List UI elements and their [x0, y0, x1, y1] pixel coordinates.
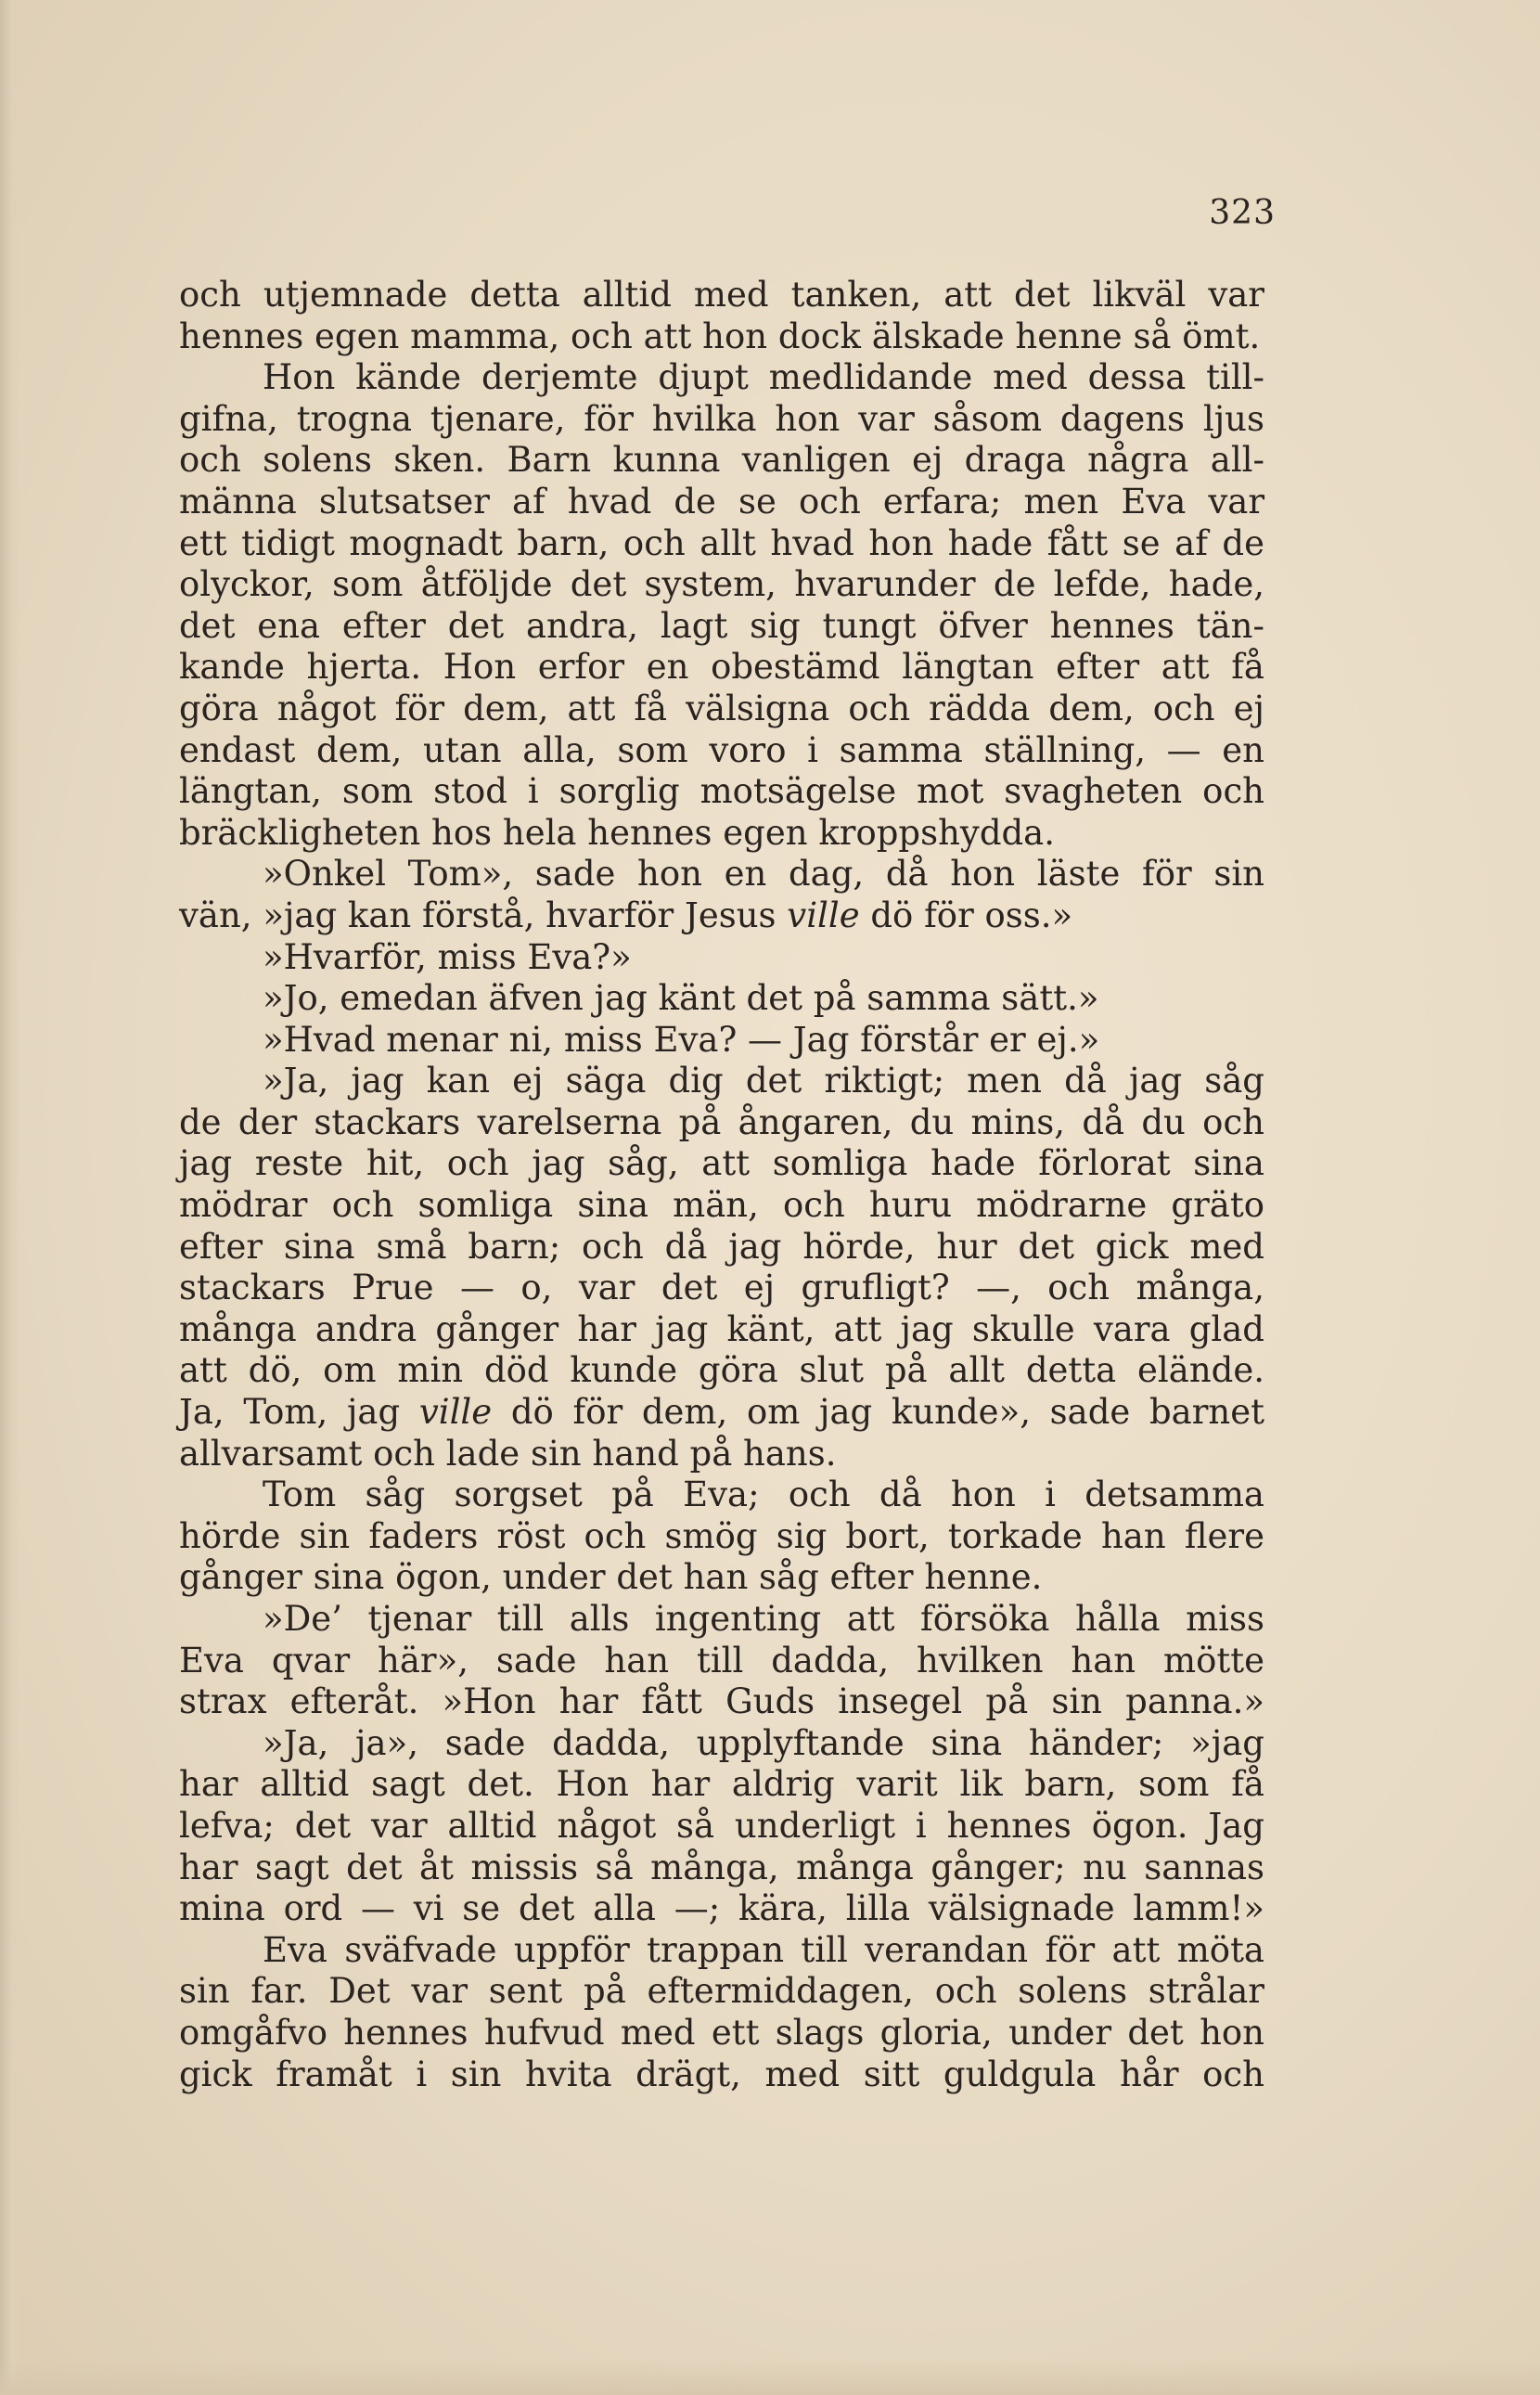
page-bottom-edge-shadow	[0, 2358, 1540, 2395]
text-line: endast dem, utan alla, som voro i samma ställning, — en	[179, 729, 1264, 770]
text-line: Eva qvar här», sade han till dadda, hvilken han mötte	[179, 1640, 1264, 1680]
text-line: gånger sina ögon, under det han såg efter henne.	[179, 1557, 1043, 1598]
text-line: ett tidigt mognadt barn, och allt hvad hon hade fått se af de	[179, 522, 1264, 563]
text-line: »De’ tjenar till alls ingenting att försöka hålla miss	[263, 1599, 1264, 1639]
italic-word: ville	[418, 1392, 493, 1433]
text-line: gick framåt i sin hvita drägt, med sitt guldgula hår och	[179, 2054, 1264, 2094]
text-line: att dö, om min död kunde göra slut på allt detta elände.	[179, 1350, 1264, 1391]
text-line: »Hvarför, miss Eva?»	[263, 936, 632, 977]
text-line: »Ja, ja», sade dadda, upplyftande sina händer; »jag	[263, 1722, 1264, 1763]
text-line: Eva sväfvade uppför trappan till verandan för att möta	[263, 1929, 1264, 1970]
text-line: och utjemnade detta alltid med tanken, att det likväl var	[179, 275, 1264, 315]
text-line: »Onkel Tom», sade hon en dag, då hon läste för sin	[263, 854, 1264, 895]
text-line: mödrar och somliga sina män, och huru mödrarne gräto	[179, 1185, 1264, 1226]
text-line: gifna, trogna tjenare, för hvilka hon var såsom dagens ljus	[179, 398, 1264, 439]
page-number: 323	[1209, 194, 1276, 232]
text-line: olyckor, som åtföljde det system, hvarunder de lefde, hade,	[179, 564, 1264, 605]
italic-word: ville	[787, 895, 860, 935]
text-line: Hon kände derjemte djupt medlidande med dessa till-	[263, 357, 1264, 398]
text-line: allvarsamt och lade sin hand på hans.	[179, 1433, 837, 1474]
text-line: Tom såg sorgset på Eva; och då hon i detsamma	[263, 1474, 1264, 1515]
text-line: göra något för dem, att få välsigna och rädda dem, och ej	[179, 688, 1264, 728]
text-line: männa slutsatser af hvad de se och erfara; men Eva var	[179, 481, 1264, 521]
text-line: har sagt det åt missis så många, många gånger; nu sannas	[179, 1847, 1264, 1887]
text-line: sin far. Det var sent på eftermiddagen, och solens strålar	[179, 1971, 1264, 2012]
page-left-edge-shadow	[0, 0, 20, 2395]
text-line: mina ord — vi se det alla —; kära, lilla välsignade lamm!»	[179, 1888, 1264, 1929]
text-line: vän, »jag kan förstå, hvarför Jesus ville dö för oss.»	[179, 895, 1073, 935]
text-line: strax efteråt. »Hon har fått Guds insegel på sin panna.»	[179, 1681, 1264, 1722]
text-line: lefva; det var alltid något så underligt i hennes ögon. Jag	[179, 1805, 1264, 1846]
text-line: »Ja, jag kan ej säga dig det riktigt; men då jag såg	[263, 1061, 1264, 1101]
text-line: många andra gånger har jag känt, att jag skulle vara glad	[179, 1308, 1264, 1349]
text-line: stackars Prue — o, var det ej grufligt? —, och många,	[179, 1268, 1264, 1308]
text-line: jag reste hit, och jag såg, att somliga hade förlorat sina	[179, 1143, 1264, 1184]
text-line: det ena efter det andra, lagt sig tungt öfver hennes tän-	[179, 605, 1264, 646]
text-line: kande hjerta. Hon erfor en obestämd längtan efter att få	[179, 647, 1264, 688]
text-line: »Hvad menar ni, miss Eva? — Jag förstår er ej.»	[263, 1019, 1100, 1060]
body-text	[179, 275, 1264, 2095]
text-line: hörde sin faders röst och smög sig bort, torkade han flere	[179, 1515, 1264, 1556]
text-line: efter sina små barn; och då jag hörde, hur det gick med	[179, 1226, 1264, 1267]
text-line: »Jo, emedan äfven jag känt det på samma sätt.»	[263, 978, 1099, 1019]
text-line: längtan, som stod i sorglig motsägelse mot svagheten och	[179, 771, 1264, 812]
text-line: har alltid sagt det. Hon har aldrig varit lik barn, som få	[179, 1764, 1264, 1805]
text-line: bräckligheten hos hela hennes egen kroppshydda.	[179, 812, 1056, 853]
text-line: omgåfvo hennes hufvud med ett slags gloria, under det hon	[179, 2012, 1264, 2053]
text-line: Ja, Tom, jag ville dö för dem, om jag kunde», sade barnet	[179, 1392, 1264, 1433]
text-line: och solens sken. Barn kunna vanligen ej draga några all-	[179, 440, 1264, 481]
text-line: de der stackars varelserna på ångaren, du mins, då du och	[179, 1101, 1264, 1142]
text-line: hennes egen mamma, och att hon dock älskade henne så ömt.	[179, 315, 1261, 356]
